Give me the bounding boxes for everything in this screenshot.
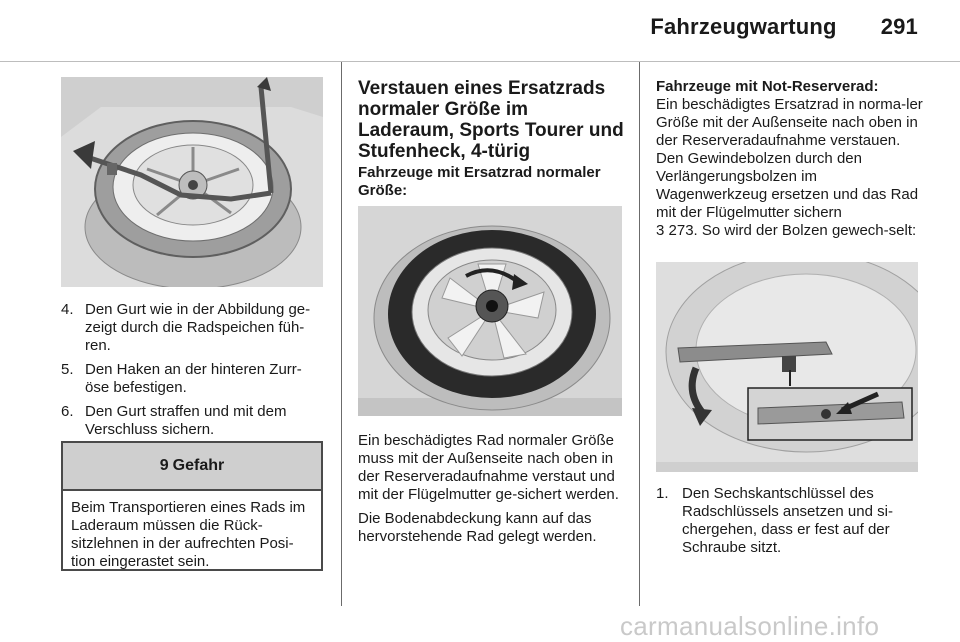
cross-reference-icon[interactable]: 3: [656, 222, 665, 239]
paragraph-emergency-spare: [656, 96, 924, 240]
figure-bolt-replacement: [656, 262, 918, 472]
warning-header: [63, 443, 321, 491]
page-header: [650, 14, 918, 40]
list-item: [61, 301, 325, 355]
step-number: 6.: [61, 403, 74, 420]
step-text: Den Haken an der hinteren Zurr-öse befestigen.: [85, 361, 302, 396]
paragraph-damaged-wheel: Ein beschädigtes Rad normaler Größe muss mit der Außenseite nach oben in der Reserveradaufnahme verstaut und mit der Flügelmutter ge-sichert werden.: [358, 432, 619, 503]
figure-full-size-spare-wheel: [358, 206, 622, 416]
paragraph-text: Ein beschädigtes Ersatzrad in norma-ler Größe mit der Außenseite nach oben in der Reserveradaufnahme verstauen. Den Gewindebolzen durch den Verlängerungsbolzen im Wagenwerkzeug ersetzen und das Rad mit der Flügelmutter sichern: [656, 96, 923, 221]
warning-box: [61, 441, 323, 571]
step-number: 1.: [656, 485, 669, 502]
figure-spare-wheel-strap: [61, 77, 323, 287]
step-text: Den Gurt straffen und mit dem Verschluss sichern.: [85, 403, 287, 438]
cross-reference-text: 273. So wird der Bolzen gewech-selt:: [668, 222, 917, 239]
column-divider-left: [341, 62, 342, 606]
warning-triangle-icon: 9: [159, 457, 169, 474]
step-number: 4.: [61, 301, 74, 318]
column-divider-right: [639, 62, 640, 606]
header-rule: [0, 61, 960, 62]
list-item: [656, 485, 920, 557]
warning-title: Gefahr: [172, 457, 225, 474]
section-title: Fahrzeugwartung: [650, 14, 837, 39]
steps-list-right: [656, 485, 920, 563]
step-text: Den Gurt wie in der Abbildung ge-zeigt durch die Radspeichen füh-ren.: [85, 301, 311, 354]
paragraph-floor-cover: Die Bodenabdeckung kann auf das hervorstehende Rad gelegt werden.: [358, 510, 597, 545]
section-heading: Verstauen eines Ersatzrads normaler Größe im Laderaum, Sports Tourer und Stufenheck, 4-türig: [358, 78, 624, 162]
list-item: [61, 403, 325, 439]
steps-list-left: [61, 301, 325, 445]
watermark: carmanualsonline.info: [620, 611, 880, 641]
page-number: 291: [880, 14, 918, 39]
list-item: [61, 361, 325, 397]
emergency-spare-heading: Fahrzeuge mit Not-Reserverad:: [656, 78, 879, 95]
step-number: 5.: [61, 361, 74, 378]
step-text: Den Sechskantschlüssel des Radschlüssels ansetzen und si-chergehen, dass er fest auf der Schraube sitzt.: [682, 485, 893, 556]
warning-text: Beim Transportieren eines Rads im Laderaum müssen die Rück-sitzlehnen in der aufrechten Posi-tion eingerastet sein.: [71, 499, 306, 570]
section-subheading: Fahrzeuge mit Ersatzrad normaler Größe:: [358, 164, 601, 199]
